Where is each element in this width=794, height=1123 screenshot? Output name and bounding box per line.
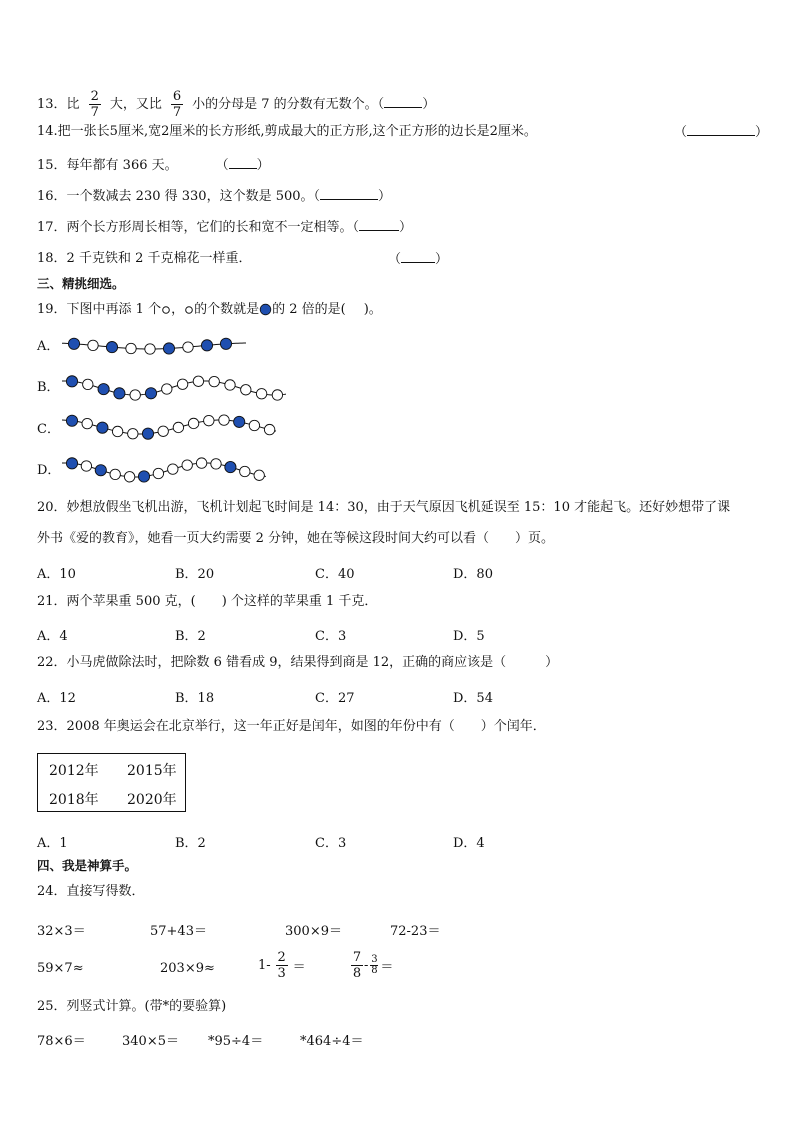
empty-bead-icon	[256, 389, 266, 399]
answer-blank[interactable]	[401, 251, 435, 263]
answer-blank[interactable]	[384, 96, 422, 108]
filled-bead-icon	[95, 465, 106, 476]
filled-bead-icon	[234, 416, 245, 427]
section-heading-4: 四、我是神算手。	[37, 858, 138, 873]
q19-option-c-label[interactable]: C．	[37, 422, 60, 437]
empty-bead-icon	[173, 422, 183, 432]
q20-option-b[interactable]: B．20	[175, 567, 215, 582]
filled-bead-icon	[225, 461, 236, 472]
year-box	[37, 753, 186, 812]
question-17: 17．两个长方形周长相等，它们的长和宽不一定相等。（ ）	[37, 220, 413, 235]
empty-bead-icon	[241, 385, 251, 395]
filled-bead-icon	[142, 428, 153, 439]
empty-bead-icon	[124, 472, 134, 482]
filled-bead-icon	[66, 458, 77, 469]
empty-bead-icon	[204, 415, 214, 425]
question-13: 13．比 $\frac{2}{7}$ 大，又比 $\frac{6}{7}$ 小的分母是 7 的分数有无数个。（ ）	[37, 89, 436, 120]
q23-option-c[interactable]: C．3	[315, 836, 347, 851]
empty-bead-icon	[110, 469, 120, 479]
empty-bead-icon	[158, 426, 168, 436]
empty-bead-icon	[264, 424, 274, 434]
calc-1-minus-2-3[interactable]: 1- $\frac{2}{3}$ ＝	[258, 950, 306, 981]
empty-bead-icon	[162, 384, 172, 394]
empty-bead-icon	[209, 376, 219, 386]
q20-option-d[interactable]: D．80	[453, 567, 493, 582]
question-21: 21．两个苹果重 500 克，( ) 个这样的苹果重 1 千克．	[37, 594, 378, 609]
empty-bead-icon	[130, 390, 140, 400]
calc-340x5[interactable]: 340×5＝	[122, 1034, 179, 1049]
question-14-answer: （ ）	[674, 125, 769, 140]
filled-bead-icon	[97, 422, 108, 433]
question-24-title: 24．直接写得数．	[37, 884, 145, 899]
empty-bead-icon	[177, 379, 187, 389]
q21-option-c[interactable]: C．3	[315, 629, 347, 644]
question-19: 19．下图中再添 1 个 ， 的个数就是 的 2 倍的是( )。	[37, 302, 382, 317]
q23-option-a[interactable]: A．1	[37, 836, 68, 851]
empty-bead-icon	[184, 305, 194, 315]
calc-57plus43[interactable]: 57+43＝	[150, 924, 207, 939]
empty-bead-icon	[188, 418, 198, 428]
q20-option-c[interactable]: C．40	[315, 567, 355, 582]
bead-string-a[interactable]	[60, 332, 252, 362]
filled-bead-icon	[114, 388, 125, 399]
question-23: 23．2008 年奥运会在北京举行，这一年正好是闰年，如图的年份中有（ ）个闰年．	[37, 719, 546, 734]
bead-string-c[interactable]	[60, 411, 282, 445]
year-2012: 2012年	[49, 763, 99, 779]
empty-bead-icon	[112, 426, 122, 436]
year-2015: 2015年	[127, 763, 177, 779]
filled-bead-icon	[66, 415, 77, 426]
calc-95div4[interactable]: *95÷4＝	[208, 1034, 264, 1049]
question-16: 16．一个数减去 230 得 330，这个数是 500。（ ）	[37, 189, 392, 204]
q22-option-a[interactable]: A．12	[37, 691, 76, 706]
filled-bead-icon	[138, 471, 149, 482]
filled-bead-icon	[68, 338, 79, 349]
fraction-6-7: $\frac{6}{7}$	[172, 89, 182, 120]
answer-blank[interactable]	[359, 219, 399, 231]
empty-bead-icon	[126, 343, 136, 353]
question-18-answer: （ ）	[388, 252, 449, 267]
q21-option-d[interactable]: D．5	[453, 629, 485, 644]
q19-option-b-label[interactable]: B．	[37, 380, 60, 395]
empty-bead-icon	[211, 459, 221, 469]
q23-option-b[interactable]: B．2	[175, 836, 206, 851]
empty-bead-icon	[182, 460, 192, 470]
filled-bead-icon	[163, 343, 174, 354]
fraction-2-7: $\frac{2}{7}$	[90, 89, 99, 120]
empty-bead-icon	[196, 458, 206, 468]
question-14: 14.把一张长5厘米,宽2厘米的长方形纸,剪成最大的正方形,这个正方形的边长是2厘米。	[37, 124, 537, 139]
empty-bead-icon	[183, 342, 193, 352]
empty-bead-icon	[153, 468, 163, 478]
filled-bead-icon	[145, 388, 156, 399]
q20-option-a[interactable]: A．10	[37, 567, 76, 582]
filled-bead-icon	[201, 340, 212, 351]
empty-bead-icon	[219, 415, 229, 425]
year-2020: 2020年	[127, 792, 177, 808]
bead-string-line	[62, 381, 286, 395]
calc-300x9[interactable]: 300×9＝	[285, 924, 342, 939]
q22-option-d[interactable]: D．54	[453, 691, 493, 706]
empty-bead-icon	[193, 376, 203, 386]
empty-bead-icon	[225, 380, 235, 390]
empty-bead-icon	[249, 420, 259, 430]
empty-bead-icon	[128, 429, 138, 439]
answer-blank[interactable]	[229, 157, 257, 169]
empty-bead-icon	[168, 464, 178, 474]
question-20-line2: 外书《爱的教育》，她看一页大约需要 2 分钟，她在等候这段时间大约可以看（ ）页。	[37, 531, 555, 546]
question-25-title: 25．列竖式计算。(带*的要验算)	[37, 999, 227, 1014]
question-20-line1: 20．妙想放假坐飞机出游，飞机计划起飞时间是 14：30，由于天气原因飞机延误至 15：10 才能起飞。还好妙想带了课	[37, 500, 731, 515]
filled-bead-icon	[259, 303, 272, 316]
fraction-3-8: $\frac{3}{8}$	[371, 954, 378, 976]
calc-7-8-minus-3-8[interactable]: $\frac{7}{8}$ - $\frac{3}{8}$ ＝	[352, 950, 394, 981]
calc-203x9[interactable]: 203×9≈	[160, 961, 215, 976]
q19-option-d-label[interactable]: D．	[37, 463, 61, 478]
empty-bead-icon	[82, 418, 92, 428]
year-2018: 2018年	[49, 792, 99, 808]
empty-bead-icon	[272, 390, 282, 400]
question-15: 15．每年都有 366 天。 （ ）	[37, 158, 270, 173]
empty-bead-icon	[240, 466, 250, 476]
empty-bead-icon	[254, 470, 264, 480]
calc-464div4[interactable]: *464÷4＝	[300, 1034, 364, 1049]
bead-string-d[interactable]	[60, 452, 272, 486]
answer-blank[interactable]	[687, 124, 755, 136]
calc-78x6[interactable]: 78×6＝	[37, 1034, 86, 1049]
q21-option-a[interactable]: A．4	[37, 629, 68, 644]
q19-option-a-label[interactable]: A．	[37, 339, 60, 354]
filled-bead-icon	[106, 342, 117, 353]
question-18: 18．2 千克铁和 2 千克棉花一样重．	[37, 251, 252, 266]
q22-option-b[interactable]: B．18	[175, 691, 215, 706]
fraction-7-8: $\frac{7}{8}$	[352, 950, 362, 981]
empty-bead-icon	[81, 461, 91, 471]
answer-blank[interactable]	[320, 188, 378, 200]
q21-option-b[interactable]: B．2	[175, 629, 206, 644]
q23-option-d[interactable]: D．4	[453, 836, 485, 851]
question-22: 22．小马虎做除法时，把除数 6 错看成 9，结果得到商是 12，正确的商应该是（ ）	[37, 655, 559, 670]
empty-bead-icon	[145, 344, 155, 354]
bead-string-b[interactable]	[60, 370, 292, 404]
empty-bead-icon	[83, 379, 93, 389]
filled-bead-icon	[66, 376, 77, 387]
q22-option-c[interactable]: C．27	[315, 691, 355, 706]
section-heading-3: 三、精挑细选。	[37, 276, 125, 291]
filled-bead-icon	[98, 384, 109, 395]
calc-72minus23[interactable]: 72-23＝	[390, 924, 441, 939]
empty-bead-icon	[88, 340, 98, 350]
empty-bead-icon	[161, 305, 171, 315]
filled-bead-icon	[220, 338, 231, 349]
calc-59x7[interactable]: 59×7≈	[37, 961, 84, 976]
calc-32x3[interactable]: 32×3＝	[37, 924, 86, 939]
fraction-2-3: $\frac{2}{3}$	[277, 950, 286, 981]
